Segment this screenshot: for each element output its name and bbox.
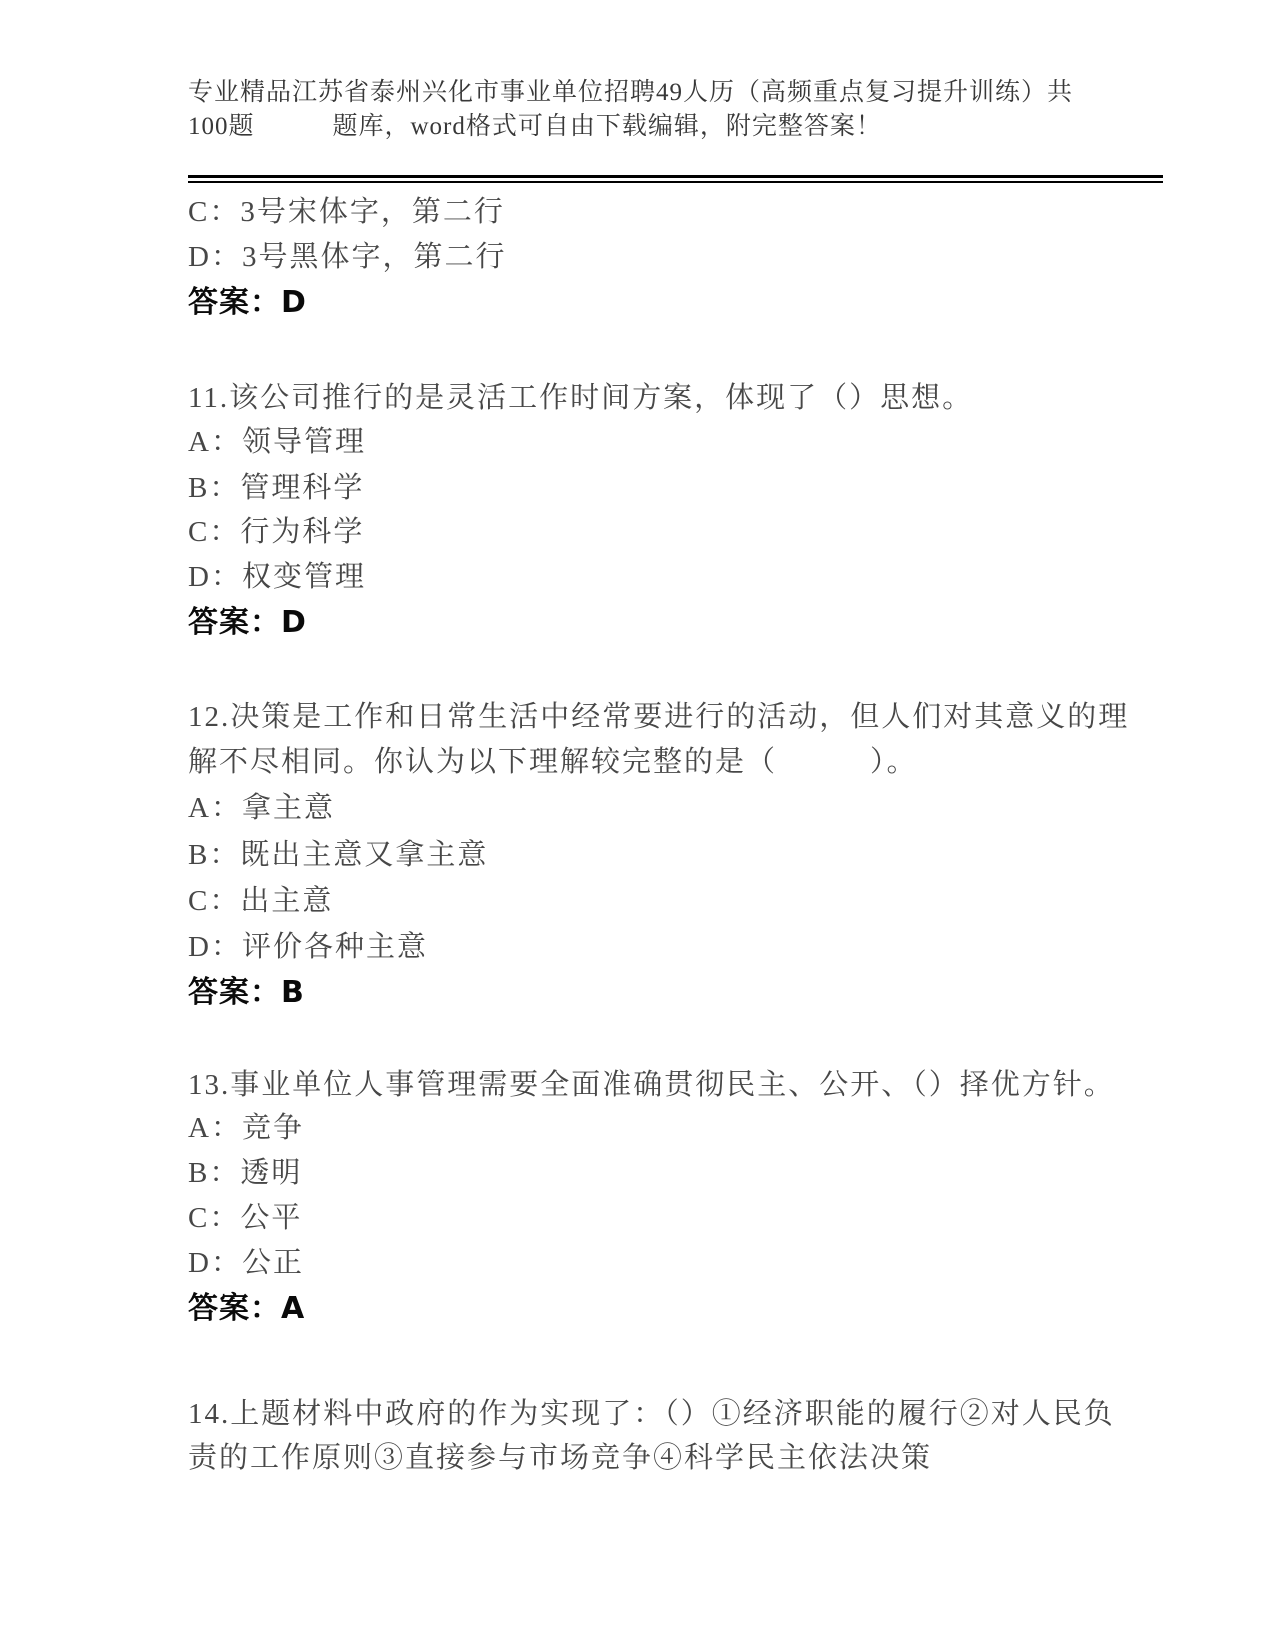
q10-option-c: C：3号宋体字，第二行 [188, 196, 505, 228]
q11-answer: 答案：D [188, 605, 307, 640]
q13-option-a: A：竞争 [188, 1112, 304, 1144]
question-13-text: 13.事业单位人事管理需要全面准确贯彻民主、公开、（）择优方针。 [188, 1069, 1115, 1101]
q10-answer: 答案：D [188, 285, 307, 320]
q10-option-d: D：3号黑体字，第二行 [188, 241, 507, 273]
header-divider-rule [188, 175, 1163, 183]
q12-answer: 答案：B [188, 975, 305, 1010]
q11-option-d: D：权变管理 [188, 561, 366, 593]
header-line-2: 100题 题库，word格式可自由下载编辑，附完整答案！ [188, 113, 882, 140]
q11-option-b: B：管理科学 [188, 472, 365, 504]
question-11-text: 11.该公司推行的是灵活工作时间方案，体现了（）思想。 [188, 382, 974, 414]
question-12-text-line-1: 12.决策是工作和日常生活中经常要进行的活动，但人们对其意义的理 [188, 701, 1130, 733]
header-line-1: 专业精品江苏省泰州兴化市事业单位招聘49人历（高频重点复习提升训练）共 [188, 79, 1074, 106]
question-14-text-line-2: 责的工作原则③直接参与市场竞争④科学民主依法决策 [188, 1442, 933, 1474]
q12-option-b: B：既出主意又拿主意 [188, 839, 489, 871]
q12-option-c: C：出主意 [188, 885, 334, 917]
q11-option-c: C：行为科学 [188, 516, 365, 548]
q11-option-a: A：领导管理 [188, 426, 366, 458]
q12-option-a: A：拿主意 [188, 792, 335, 824]
q13-option-b: B：透明 [188, 1157, 303, 1189]
question-14-text-line-1: 14.上题材料中政府的作为实现了：（）①经济职能的履行②对人民负 [188, 1398, 1115, 1430]
q12-option-d: D：评价各种主意 [188, 931, 428, 963]
q13-answer: 答案：A [188, 1291, 306, 1326]
q13-option-d: D：公正 [188, 1247, 304, 1279]
question-12-text-line-2: 解不尽相同。你认为以下理解较完整的是（ ）。 [188, 746, 918, 778]
q13-option-c: C：公平 [188, 1202, 303, 1234]
